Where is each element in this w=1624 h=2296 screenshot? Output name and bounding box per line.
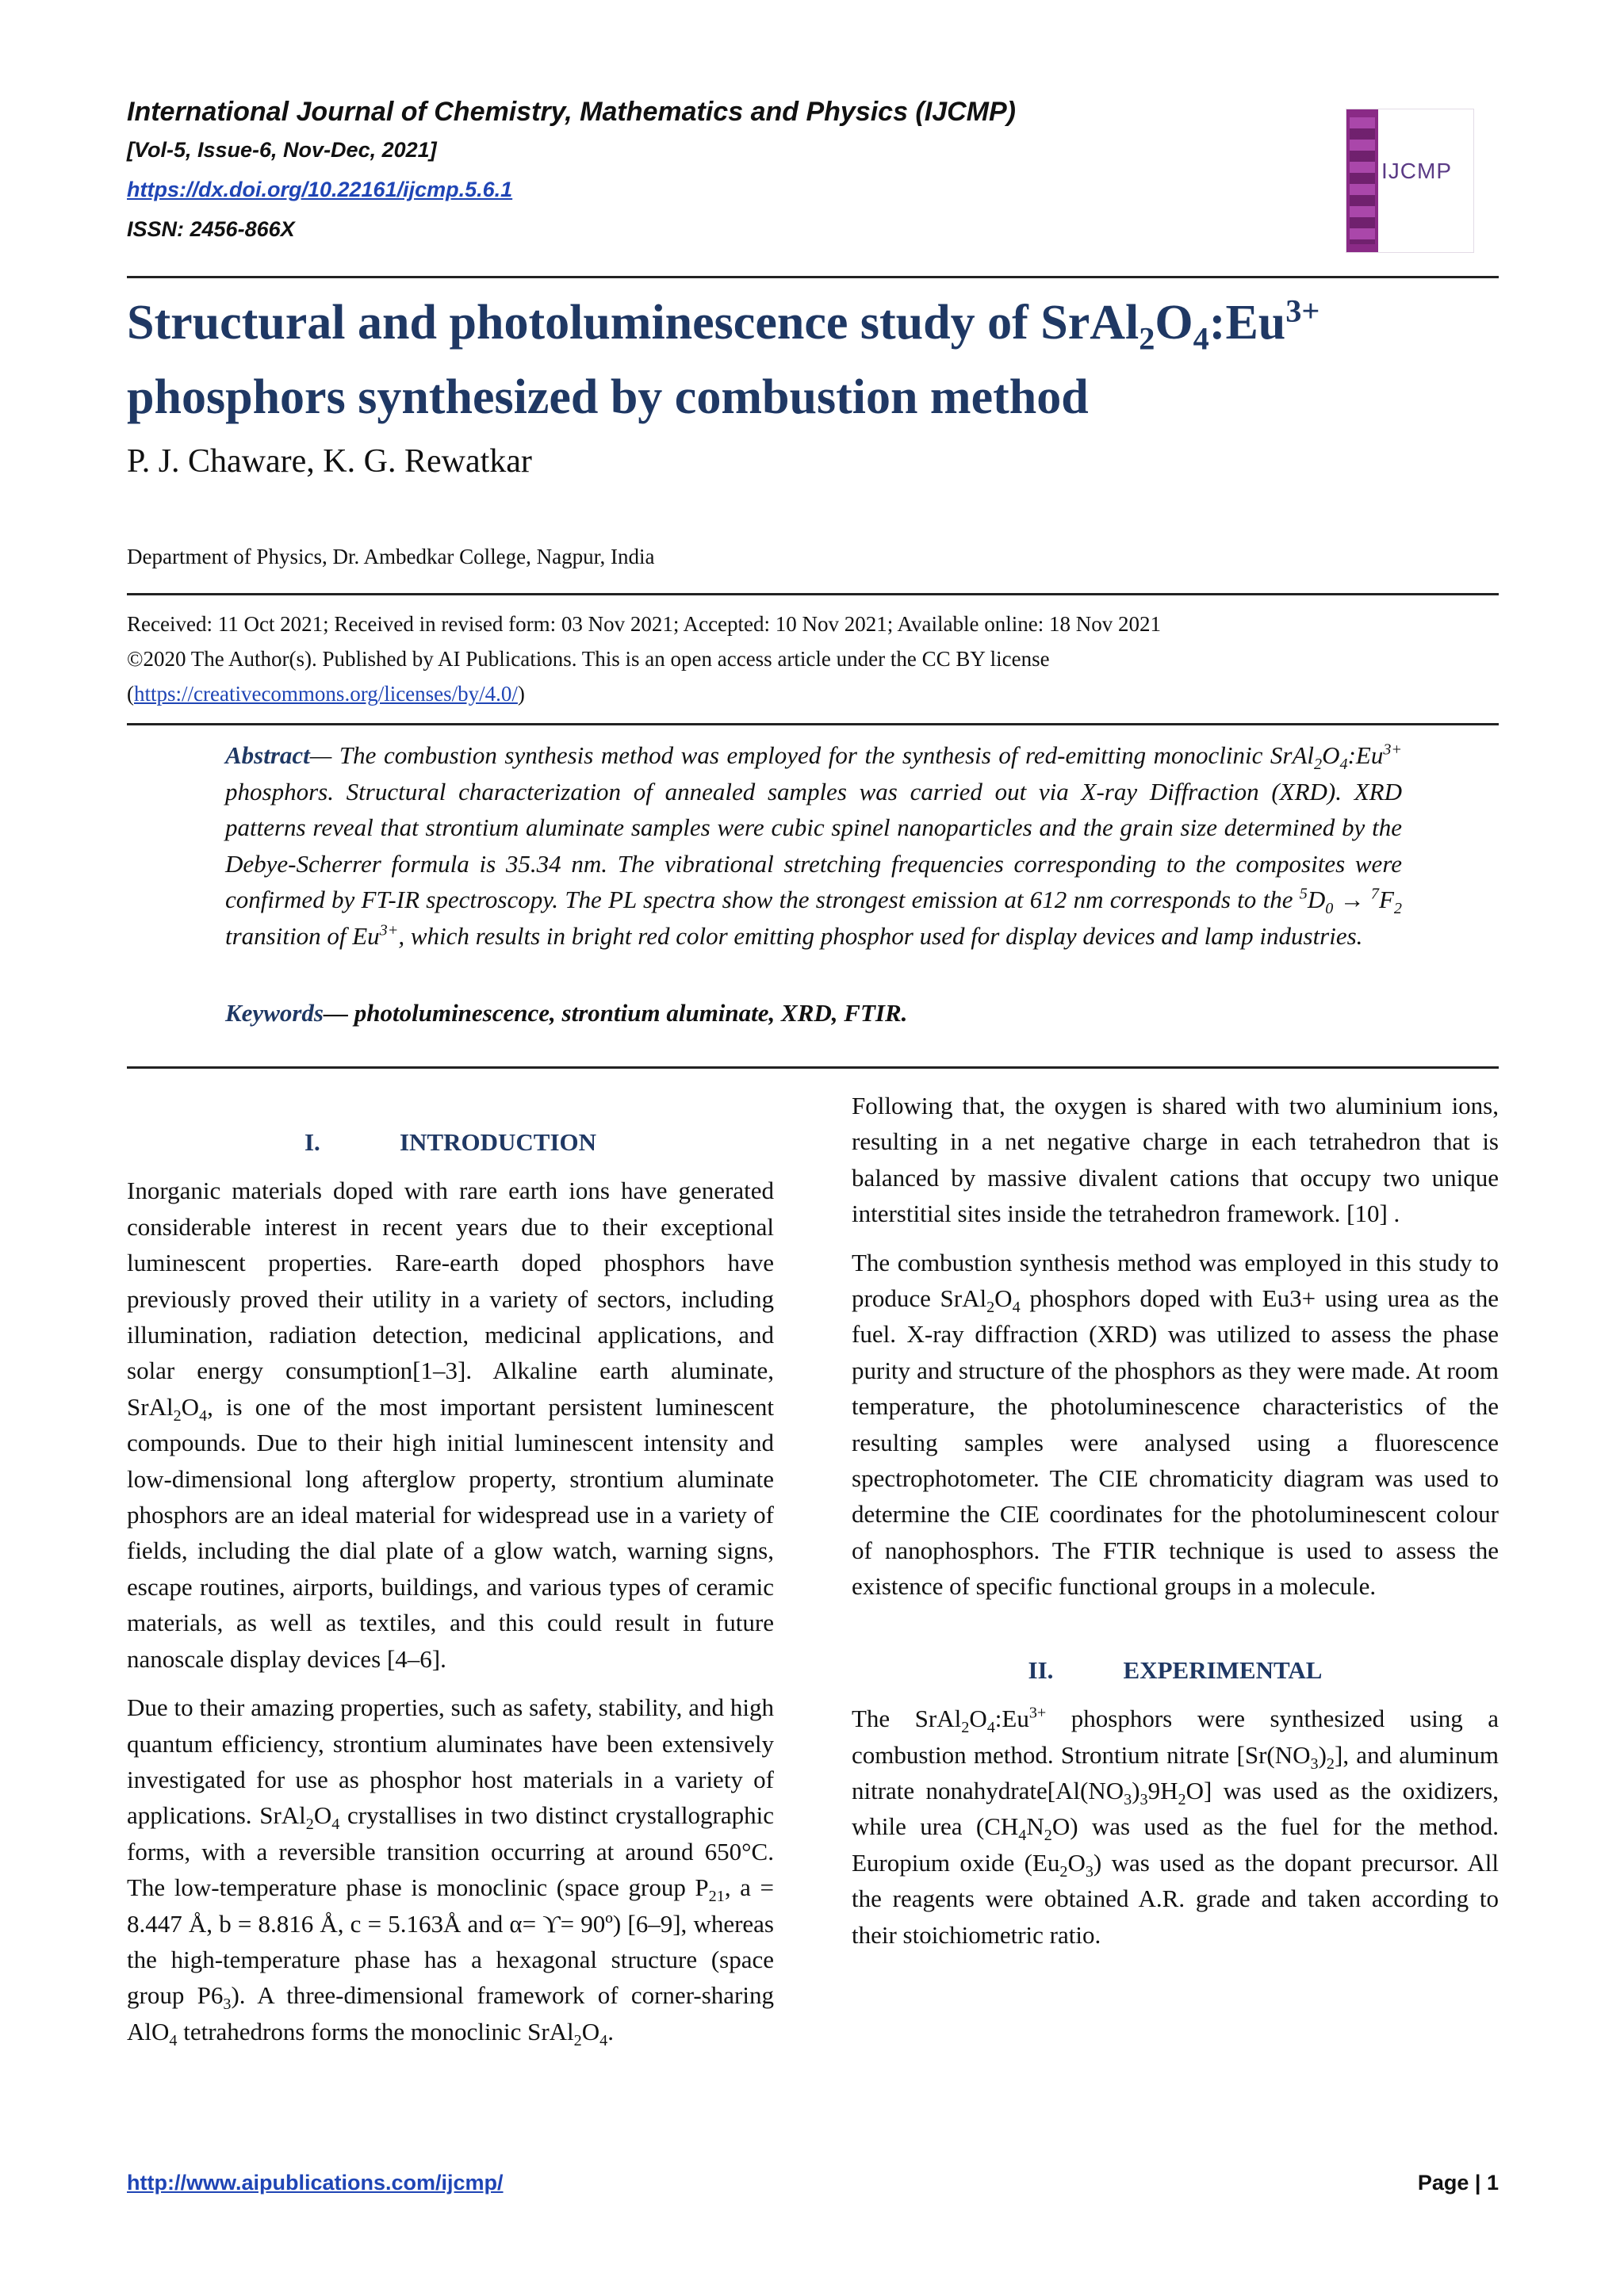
affiliation-divider bbox=[127, 593, 1499, 595]
logo-hexagon-pattern bbox=[1350, 117, 1375, 244]
page-number: Page | 1 bbox=[1417, 2171, 1499, 2195]
experimental-paragraph-1: The $SrAl_2O_4:Eu^{3+}$ phosphors were synthesized using a combustion method. Strontium nitrate $[Sr(NO_3)_2]$, and aluminum nitrate $nonahydrate[Al(NO_3)_39H_2O]$ was used as the oxidizers, while urea $(CH_4N_2O)$ was used as the fuel for the method. Europium oxide $(Eu_2O_3)$ was used as the dopant precursor. All the reagents were obtained A.R. grade and taken according to their stoichiometric ratio. bbox=[852, 1704, 1500, 1949]
intro-paragraph-3: Following that, the oxygen is shared with two aluminium ions, resulting in a net negative charge in each tetrahedron that is balanced by massive divalent cations that occupy two unique interstitial sites inside the tetrahedron framework. [10] . bbox=[852, 1092, 1499, 1228]
section-heading-experimental: II. EXPERIMENTAL bbox=[1028, 1655, 1323, 1684]
affiliation: Department of Physics, Dr. Ambedkar College, Nagpur, India bbox=[127, 545, 655, 568]
issn: ISSN: 2456-866X bbox=[127, 217, 295, 241]
intro-paragraph-2: Due to their amazing properties, such as safety, stability, and high quantum efficiency, strontium aluminates have been extensively investigated for use as phosphor host materials in a variety of applications. $SrAl_2O_4$ crystallises in two distinct crystallographic forms, with a reversible transition occurring at around 650°C. The low-temperature phase is monoclinic (space group $P_{21}$, a = 8.447 Å, b = 8.816 Å, c = 5.163Å and α= ϒ= 90º) [6–9], whereas the high-temperature phase has a hexagonal structure (space group $P6_3$). A three-dimensional framework of corner-sharing AlO$_4$ tetrahedrons forms the monoclinic $SrAl_2O_4$. bbox=[127, 1693, 774, 2049]
header-divider bbox=[127, 276, 1499, 278]
journal-title: International Journal of Chemistry, Mathematics and Physics (IJCMP) bbox=[127, 97, 1016, 127]
section-heading-introduction: I. INTRODUCTION bbox=[304, 1128, 597, 1156]
authors: P. J. Chaware, K. G. Rewatkar bbox=[127, 443, 532, 480]
left-column bbox=[127, 1124, 774, 2062]
page-footer bbox=[127, 2171, 1499, 2195]
footer-url-link[interactable]: http://www.aipublications.com/ijcmp/ bbox=[127, 2171, 504, 2195]
license-link[interactable]: https://creativecommons.org/licenses/by/4.0/ bbox=[134, 682, 518, 706]
journal-logo bbox=[1346, 109, 1474, 253]
volume-info: [Vol-5, Issue-6, Nov-Dec, 2021] bbox=[127, 138, 437, 162]
intro-paragraph-4: The combustion synthesis method was employed in this study to produce $SrAl_2O_4$ phosphors doped with Eu3+ using urea as the fuel. X-ray diffraction (XRD) was utilized to assess the phase purity and structure of the phosphors as they were made. At room temperature, the photoluminescence characteristics of the resulting samples were analysed using a fluorescence spectrophotometer. The CIE chromaticity diagram was used to determine the CIE coordinates for the photoluminescent colour of nanophosphors. The FTIR technique is used to assess the existence of specific functional groups in a molecule. bbox=[852, 1248, 1499, 1601]
abstract-divider bbox=[127, 1066, 1499, 1069]
keywords-label: Keywords bbox=[225, 999, 324, 1027]
dates-divider bbox=[127, 723, 1499, 725]
abstract-label: Abstract bbox=[225, 741, 310, 769]
abstract: Abstract— The combustion synthesis method was employed for the synthesis of red-emitting monoclinic $SrAl_2O_4:Eu^{3+}$ phosphors. Structural characterization of annealed samples was carried out via X-ray Diffraction (XRD). XRD patterns reveal that strontium aluminate samples were cubic spinel nanoparticles and the grain size determined by the Debye-Scherrer formula is 35.34 nm. The vibrational stretching frequencies corresponding to the composites were confirmed by FT-IR spectroscopy. The PL spectra show the strongest emission at 612 nm corresponds to the $^5D_0 \to ^7F_2$ transition of $Eu^{3+}$, which results in bright red color emitting phosphor used for display devices and lamp industries. bbox=[225, 740, 1402, 950]
paper-title: Structural and photoluminescence study of $SrAl_2O_4:Eu^{3+}$ phosphors synthesized by combustion method bbox=[127, 293, 1320, 424]
right-column bbox=[852, 1088, 1499, 1965]
keywords: Keywords— photoluminescence, strontium aluminate, XRD, FTIR. bbox=[225, 999, 908, 1027]
journal-header bbox=[127, 94, 1364, 249]
article-dates: Received: 11 Oct 2021; Received in revised form: 03 Nov 2021; Accepted: 10 Nov 2021; Available online: 18 Nov 2021 ©2020 The Author(s). Published by AI Publications. This is an open access article under the CC BY license (https://creativecommons.org/licenses/by/4.0/) bbox=[127, 607, 1499, 711]
received-dates: Received: 11 Oct 2021; Received in revised form: 03 Nov 2021; Accepted: 10 Nov 2021; Available online: 18 Nov 2021 bbox=[127, 612, 1161, 636]
intro-paragraph-1: Inorganic materials doped with rare earth ions have generated considerable interest in recent years due to their exceptional luminescent properties. Rare-earth doped phosphors have previously proved their utility in a variety of sectors, including illumination, radiation detection, medicinal applications, and solar energy consumption[1–3]. Alkaline earth aluminate, $SrAl_2O_4$, is one of the most important persistent luminescent compounds. Due to their high initial luminescent intensity and low-dimensional long afterglow property, strontium aluminate phosphors are an ideal material for widespread use in a variety of fields, including the dial plate of a glow watch, warning signs, escape routines, airports, buildings, and various types of ceramic materials, as well as textiles, and this could result in future nanoscale display devices [4–6]. bbox=[127, 1177, 774, 1673]
doi-link[interactable]: https://dx.doi.org/10.22161/ijcmp.5.6.1 bbox=[127, 178, 513, 201]
logo-text: IJCMP bbox=[1381, 159, 1452, 183]
license-text: ©2020 The Author(s). Published by AI Publications. This is an open access article under the CC BY license bbox=[127, 647, 1050, 671]
